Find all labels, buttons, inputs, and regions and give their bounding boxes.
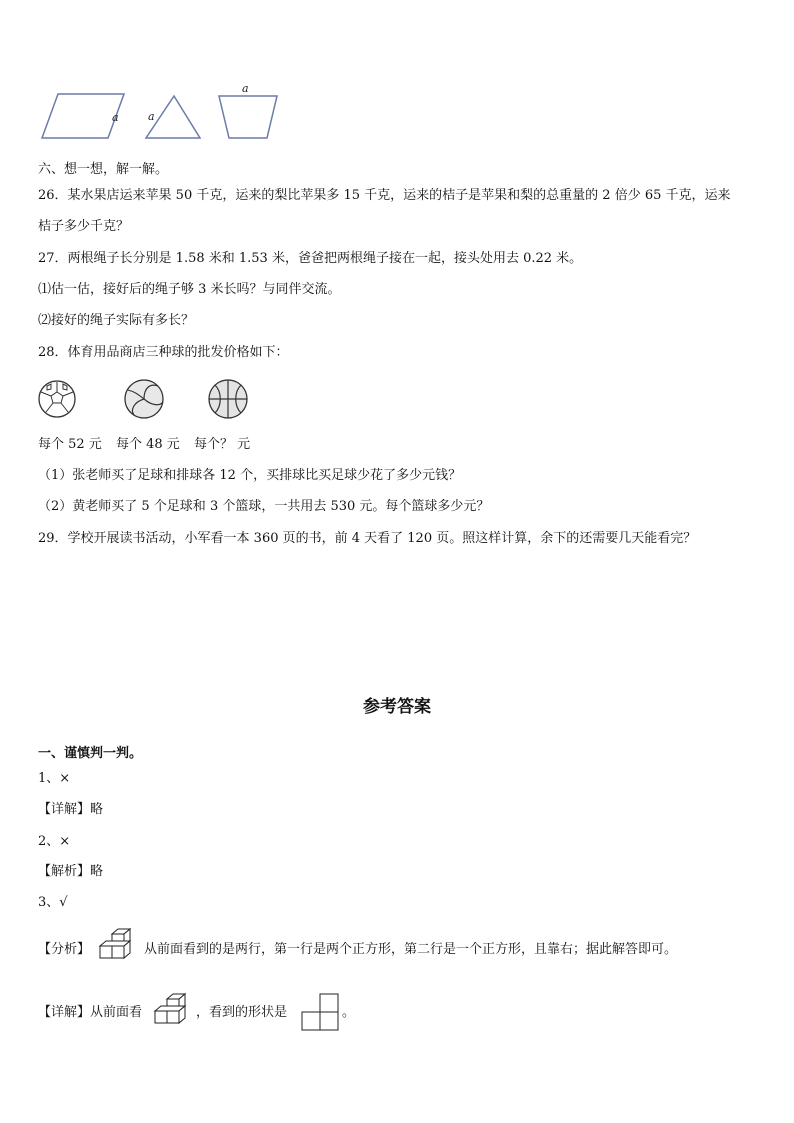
cube-stack-figure (153, 992, 193, 1032)
volleyball-icon (122, 378, 166, 420)
answer-3-analysis-label: 【分析】 (38, 942, 91, 957)
soccer-ball-icon (37, 379, 77, 419)
answers-section-heading: 一、谨慎判一判。 (38, 746, 143, 761)
basketball-icon (206, 378, 250, 420)
question-26-line2: 桔子多少千克？ (38, 219, 130, 234)
side-label: a (148, 110, 155, 123)
question-27-part1: ⑴估一估，接好后的绳子够 3 米长吗？与同伴交流。 (38, 282, 341, 297)
answer-2: 2、× (38, 834, 71, 849)
question-28-line1: 28．体育用品商店三种球的批发价格如下： (38, 345, 289, 360)
answer-3-detail-label: 【详解】从前面看 (38, 1005, 143, 1020)
question-26-line1: 26．某水果店运来苹果 50 千克，运来的梨比苹果多 15 千克，运来的桔子是苹果和梨的总重量的 2 倍少 65 千克，运来 (38, 188, 731, 203)
front-view-figure (300, 992, 342, 1032)
side-label: a (112, 111, 119, 124)
answer-1-detail: 【详解】略 (38, 802, 104, 817)
price-volleyball: 每个 48 元 (116, 437, 180, 452)
triangle-figure (140, 92, 204, 144)
question-28-part2: （2）黄老师买了 5 个足球和 3 个篮球，一共用去 530 元。每个篮球多少元？ (38, 499, 490, 514)
side-label: a (242, 82, 249, 95)
question-27-part2: ⑵接好的绳子实际有多长？ (38, 313, 195, 328)
price-soccer: 每个 52 元 (38, 437, 102, 452)
answers-title: 参考答案 (363, 697, 431, 717)
question-28-part1: （1）张老师买了足球和排球各 12 个，买排球比买足球少花了多少元钱？ (38, 468, 462, 483)
answer-2-detail: 【解析】略 (38, 864, 104, 879)
price-basketball: 每个？ 元 (194, 437, 251, 452)
answer-3-detail-end: 。 (342, 1005, 356, 1020)
answer-3-analysis-text: 从前面看到的是两行，第一行是两个正方形，第二行是一个正方形，且靠右；据此解答即可。 (144, 942, 678, 957)
trapezoid-figure (215, 82, 281, 144)
question-29: 29．学校开展读书活动，小军看一本 360 页的书，前 4 天看了 120 页。照这样计算，余下的还需要几天能看完？ (38, 531, 697, 546)
section-heading: 六、想一想，解一解。 (38, 162, 169, 177)
question-27-line1: 27．两根绳子长分别是 1.58 米和 1.53 米，爸爸把两根绳子接在一起，接头处用去 0.22 米。 (38, 251, 583, 266)
answer-1: 1、× (38, 771, 71, 786)
answer-3-detail-mid: ，看到的形状是 (196, 1005, 288, 1020)
answer-3: 3、√ (38, 895, 68, 910)
cube-stack-figure (98, 928, 138, 966)
parallelogram-figure (38, 86, 128, 144)
